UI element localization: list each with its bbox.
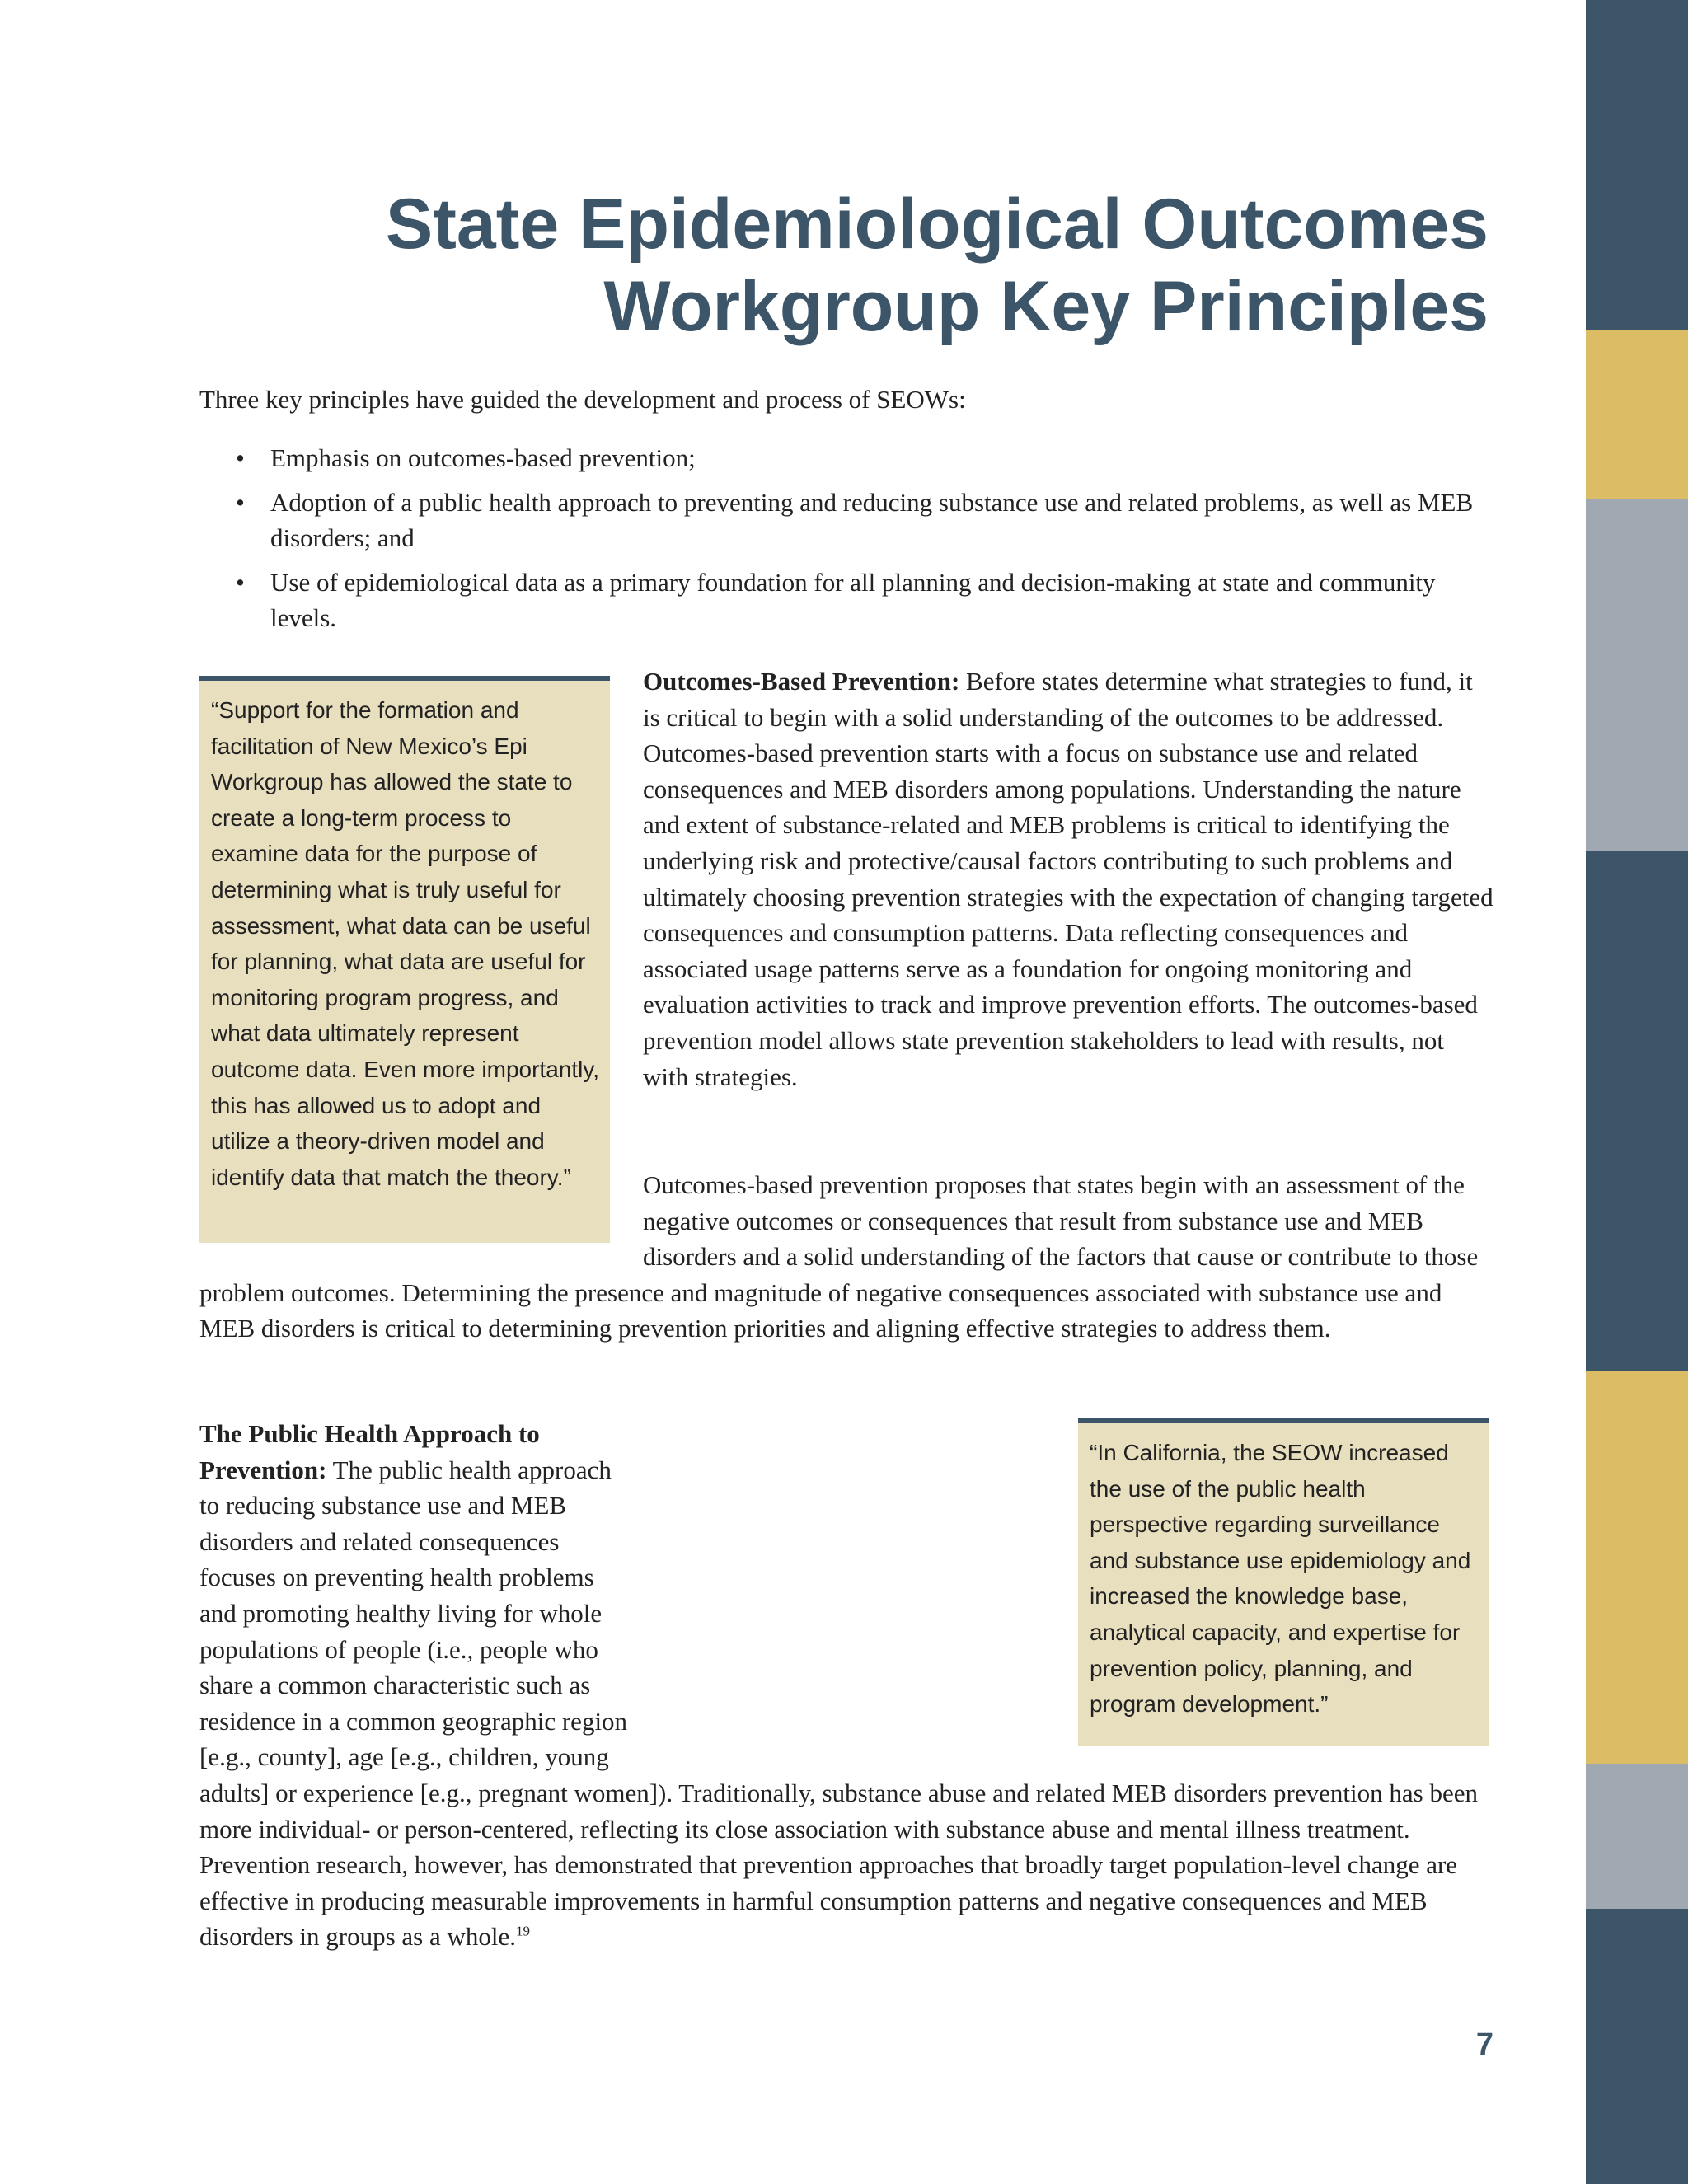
sidebar-band-gray bbox=[1586, 499, 1688, 851]
list-item bbox=[199, 440, 1493, 476]
sidebar-band-dark bbox=[1586, 0, 1688, 330]
bullet-icon: • bbox=[236, 567, 245, 597]
list-item bbox=[199, 485, 1493, 556]
section-heading: Outcomes-Based Prevention: bbox=[643, 667, 960, 696]
bullet-icon: • bbox=[236, 487, 245, 517]
sidebar-band-gold bbox=[1586, 1371, 1688, 1764]
callout-quote-text: “In California, the SEOW increased the use of the public health perspective regarding surveillance and substance use epidemiology and increased the knowledge base, analytical capacity, and expertise for prevention policy, planning, and program development.” bbox=[1090, 1440, 1471, 1718]
list-item-text: Emphasis on outcomes-based prevention; bbox=[270, 443, 696, 472]
list-item-text: Use of epidemiological data as a primary foundation for all planning and decision-making at state and community levels. bbox=[270, 567, 1436, 633]
sidebar-band-gray bbox=[1586, 1764, 1688, 1909]
page-title-line-2: Workgroup Key Principles bbox=[603, 267, 1489, 346]
list-item bbox=[199, 565, 1493, 636]
public-health-approach-section bbox=[199, 1416, 1493, 1955]
section-paragraph-text: Before states determine what strategies to fund, it is critical to begin with a solid understanding of the outcomes to be addressed. Outcomes-based prevention starts with a focus on substance use and related consequences and MEB disorders among populations. Understanding the nature and extent of substance-related and MEB problems is critical to identifying the underlying risk and protective/causal factors contributing to such problems and ultimately choosing prevention strategies with the expectation of changing targeted consequences and consumption patterns. Data reflecting consequences and associated usage patterns serve as a foundation for ongoing monitoring and evaluation activities to track and improve prevention efforts. The outcomes-based prevention model allows state prevention stakeholders to lead with results, not with strategies. bbox=[643, 667, 1493, 1091]
footnote-reference: 19 bbox=[516, 1923, 530, 1939]
callout-quote-text: “Support for the formation and facilitation of New Mexico’s Epi Workgroup has allowed the state to create a long-term process to examine data for the purpose of determining what is truly useful for assessment, what data can be useful for planning, what data are useful for monitoring program progress, and what data ultimately represent outcome data. Even more importantly, this has allowed us to adopt and utilize a theory-driven model and identify data that match the theory.” bbox=[211, 697, 600, 1190]
bullet-icon: • bbox=[236, 443, 245, 472]
callout-spacer bbox=[199, 663, 643, 1240]
list-item-text: Adoption of a public health approach to preventing and reducing substance use and related problems, as well as MEB disorders; and bbox=[270, 487, 1474, 553]
outcomes-based-prevention-paragraph-2 bbox=[199, 1167, 1493, 1347]
section-heading: The Public Health Approach to Prevention: bbox=[199, 1419, 540, 1484]
page-number: 7 bbox=[1475, 2027, 1493, 2062]
section-paragraph-text: The public health approach to reducing substance use and MEB disorders and related consequences focuses on preventing health problems and promoting healthy living for whole populations of people (i.e., people who share a common characteristic such as residence in a common geographic region [e.g., county], age [e.g., children, young adults] or experience [e.g., pregnant women]). Traditionally, substance abuse and related MEB disorders prevention has been more individual- or person-centered, reflecting its close association with substance abuse and mental illness treatment. Prevention research, however, has demonstrated that prevention approaches that broadly target population-level change are effective in producing measurable improvements in harmful consumption patterns and negative consequences and MEB disorders in groups as a whole. bbox=[199, 1455, 1478, 1952]
page-title bbox=[198, 183, 1489, 348]
sidebar-band-dark bbox=[1586, 1909, 1688, 2184]
callout-spacer bbox=[199, 1167, 643, 1243]
principles-list bbox=[199, 440, 1493, 644]
intro-paragraph: Three key principles have guided the development and process of SEOWs: bbox=[199, 385, 966, 414]
section-paragraph-text: Outcomes-based prevention proposes that states begin with an assessment of the negative outcomes or consequences that result from substance use and MEB disorders and a solid understanding of the factors that cause or contribute to those problem outcomes. Determining the presence and magnitude of negative consequences associated with substance use and MEB disorders is critical to determining prevention priorities and aligning effective strategies to address them. bbox=[199, 1170, 1479, 1343]
decorative-sidebar bbox=[1586, 0, 1688, 2184]
sidebar-band-gold bbox=[1586, 330, 1688, 499]
outcomes-based-prevention-section bbox=[199, 663, 1493, 1240]
page-title-line-1: State Epidemiological Outcomes bbox=[385, 185, 1489, 264]
callout-spacer bbox=[635, 1416, 1493, 1764]
sidebar-band-dark bbox=[1586, 851, 1688, 1371]
